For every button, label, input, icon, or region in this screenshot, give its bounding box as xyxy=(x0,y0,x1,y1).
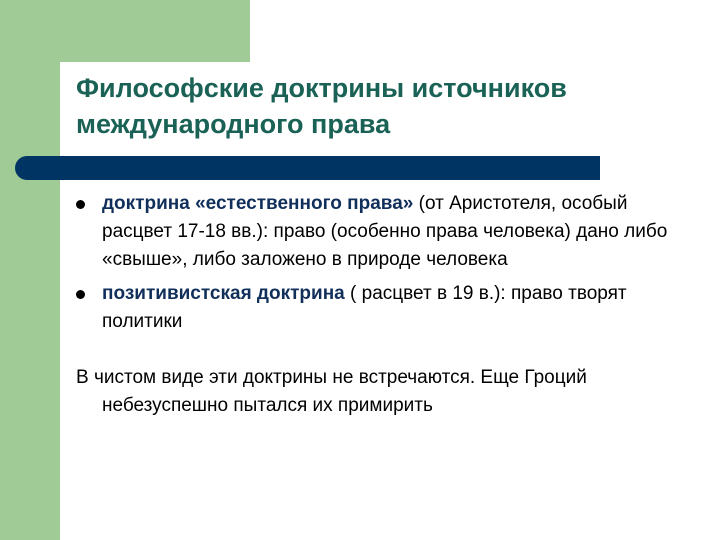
bullet-term: позитивистская доктрина xyxy=(102,283,345,304)
slide-note: В чистом виде эти доктрины не встречаются. Еще Гроций небезуспешно пытался их примирить xyxy=(76,367,587,416)
slide-title: Философские доктрины источников международного права xyxy=(76,73,567,139)
bullet-text: ( расцвет в 19 в.): право творят политики xyxy=(102,283,627,332)
bullet-dot-icon xyxy=(76,200,85,209)
bullet-term: доктрина «естественного права» xyxy=(102,193,414,214)
bullet-item-natural-law xyxy=(76,190,676,274)
bullet-item-positivist xyxy=(76,280,676,336)
green-side-band xyxy=(0,0,60,540)
green-top-block xyxy=(0,0,250,62)
bullet-dot-icon xyxy=(76,290,85,299)
bullet-text: (от Аристотеля, особый расцвет 17-18 вв.): право (особенно права человека) дано либо «свыше», либо заложено в природе человека xyxy=(102,193,668,270)
title-underline-bar xyxy=(15,156,600,180)
slide-body xyxy=(76,190,676,420)
